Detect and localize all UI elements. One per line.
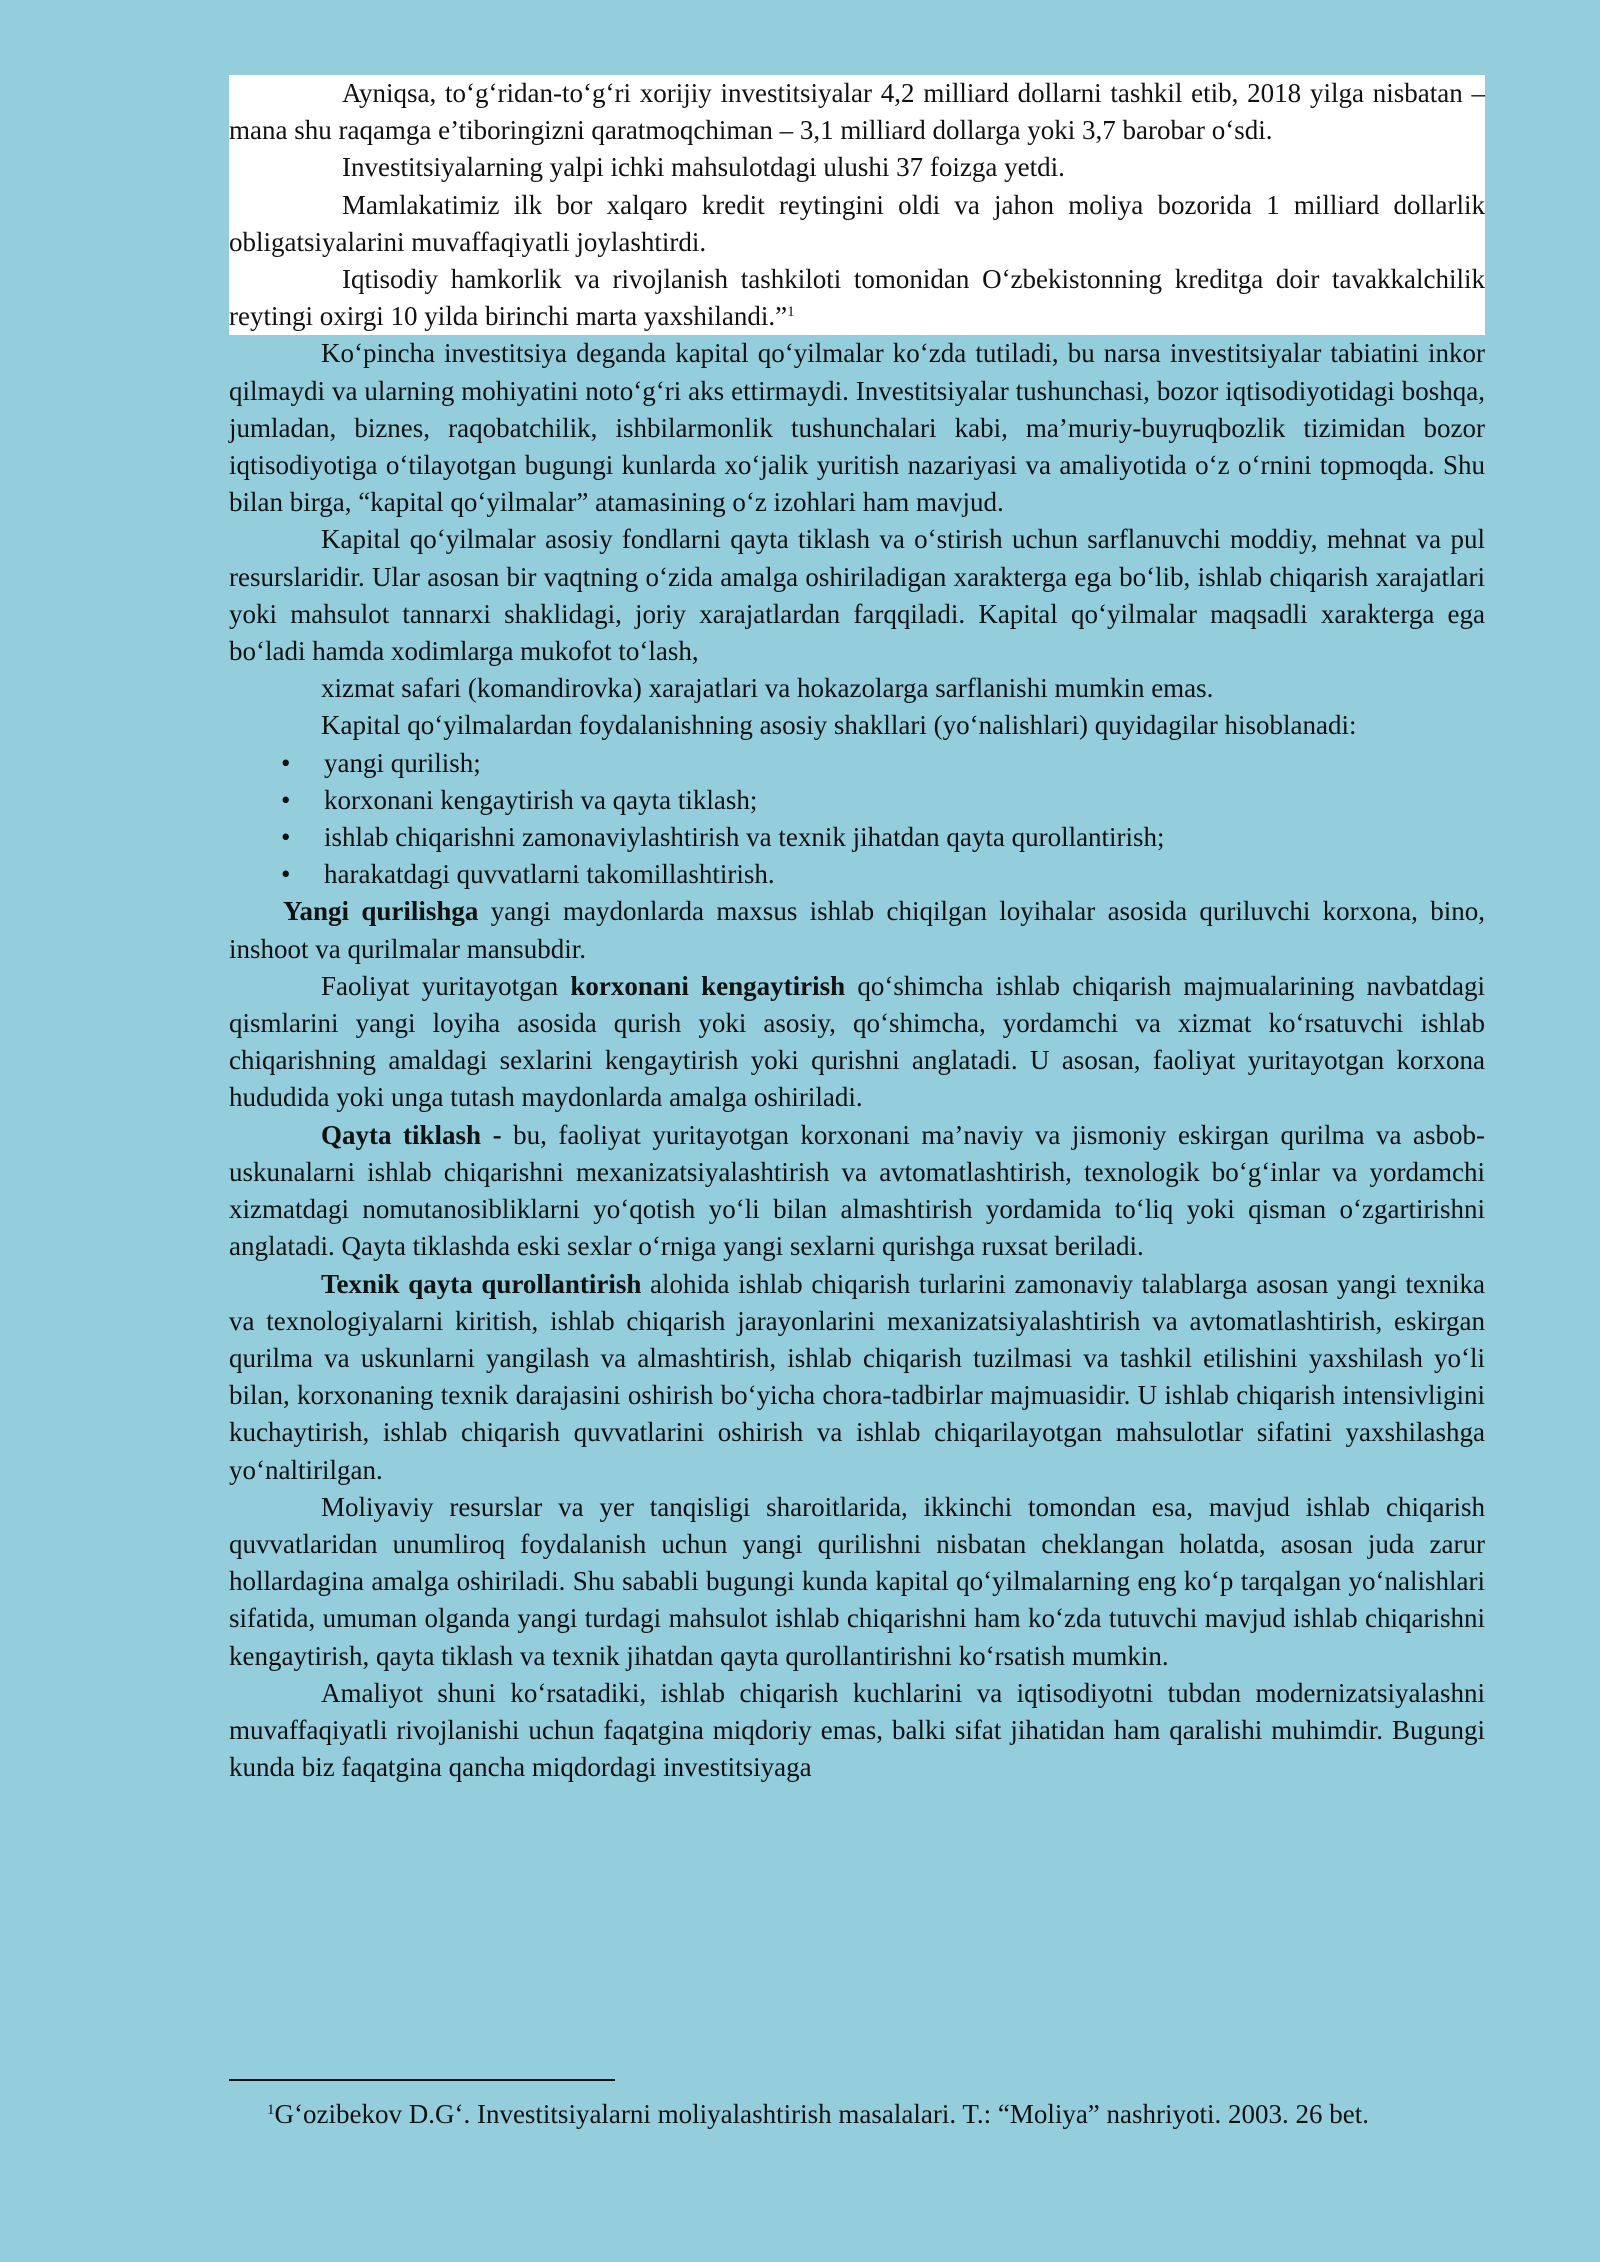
quote-paragraph-4 bbox=[229, 261, 1485, 335]
paragraph-investment-concept: Ko‘pincha investitsiya deganda kapital qo‘yilmalar ko‘zda tutiladi, bu narsa investitsiyalar tabiatini inkor qilmaydi va ularning mohiyatini noto‘g‘ri aks ettirmaydi. Investitsiyalar tushunchasi, bozor iqtisodiyotidagi boshqa, jumladan, biznes, raqobatchilik, ishbilarmonlik tushunchalari kabi, ma’muriy-buyruqbozlik tizimidan bozor iqtisodiyotiga o‘tilayotgan bugungi kunlarda xo‘jalik yuritish nazariyasi va amaliyotida o‘z o‘rnini topmoqda. Shu bilan birga, “kapital qo‘yilmalar” atamasining o‘z izohlari ham mavjud. bbox=[229, 338, 1485, 518]
list-item-text: yangi qurilish; bbox=[324, 747, 481, 778]
footnote-separator bbox=[229, 2079, 615, 2081]
paragraph-capital-investments: Kapital qo‘yilmalar asosiy fondlarni qayta tiklash va o‘stirish uchun sarflanuvchi moddiy, mehnat va pul resurslaridir. Ular asosan bir vaqtning o‘zida amalga oshiriladigan xarakterga ega bo‘lib, ishlab chiqarish xarajatlari yoki mahsulot tannarxi shaklidagi, joriy xarajatlardan farqqiladi. Kapital qo‘yilmalar maqsadli xarakterga ega bo‘ladi hamda xodimlarga mukofot to‘lash, bbox=[229, 524, 1485, 667]
paragraph-expansion bbox=[229, 968, 1485, 1117]
paragraph-technical-reequipment-text: alohida ishlab chiqarish turlarini zamonaviy talablarga asosan yangi texnika va texnologiyalarni kiritish, ishlab chiqarish jarayonlarini mexanizatsiyalashtirish va avtomatlashtirish, eskirgan qurilma va uskunlarni yangilash va almashtirish, ishlab chiqarish tuzilmasi va tashkil etilishini yaxshilash yo‘li bilan, korxonaning texnik darajasini oshirish bo‘yicha chora-tadbirlar majmuasidir. U ishlab chiqarish intensivligini kuchaytirish, ishlab chiqarish quvvatlarini oshirish va ishlab chiqarilayotgan mahsulotlar sifatini yaxshilashga yo‘naltirilgan. bbox=[229, 1268, 1485, 1485]
paragraph-technical-reequipment bbox=[229, 1266, 1485, 1489]
paragraph-capital-investments-continued: xizmat safari (komandirovka) xarajatlari va hokazolarga sarflanishi mumkin emas. bbox=[321, 673, 1214, 704]
list-item bbox=[229, 856, 1485, 893]
paragraph-practice: Amaliyot shuni ko‘rsatadiki, ishlab chiqarish kuchlarini va iqtisodiyotni tubdan modernizatsiyalashni muvaffaqiyatli rivojlanishi uchun faqatgina miqdoriy emas, balki sifat jihatidan ham qaralishi muhimdir. Bugungi kunda biz faqatgina qancha miqdordagi investitsiyaga bbox=[229, 1677, 1485, 1783]
list-item bbox=[229, 782, 1485, 819]
bullet-icon: • bbox=[281, 859, 291, 890]
footnote-text-block bbox=[229, 2096, 1485, 2138]
quote-paragraph-3: Mamlakatimiz ilk bor xalqaro kredit reytingini oldi va jahon moliya bozorida 1 milliard dollarlik obligatsiyalarini muvaffaqiyatli joylashtirdi. bbox=[229, 189, 1485, 257]
quote-paragraph-1: Ayniqsa, to‘g‘ridan-to‘g‘ri xorijiy investitsiyalar 4,2 milliard dollarni tashkil etib, 2018 yilga nisbatan – mana shu raqamga e’tiboringizni qaratmoqchiman – 3,1 milliard dollarga yoki 3,7 barobar o‘sdi. bbox=[229, 78, 1485, 146]
highlighted-quote bbox=[229, 75, 1485, 335]
term-expansion: korxonani kengaytirish bbox=[570, 970, 846, 1001]
quote-paragraph-2: Investitsiyalarning yalpi ichki mahsulotdagi ulushi 37 foizga yetdi. bbox=[342, 152, 1065, 183]
paragraph-financial-resources: Moliyaviy resurslar va yer tanqisligi sharoitlarida, ikkinchi tomondan esa, mavjud ishlab chiqarish quvvatlaridan unumliroq foydalanish uchun yangi qurilishni nisbatan cheklangan holatda, asosan juda zarur hollardagina amalga oshiriladi. Shu sababli bugungi kunda kapital qo‘yilmalarning eng ko‘p tarqalgan yo‘nalishlari sifatida, umuman olganda yangi turdagi mahsulot ishlab chiqarishni ham ko‘zda tutuvchi mavjud ishlab chiqarishni kengaytirish, qayta tiklash va texnik jihatdan qayta qurollantirishni ko‘rsatish mumkin. bbox=[229, 1491, 1485, 1671]
term-reconstruction: Qayta tiklash - bbox=[321, 1119, 514, 1150]
quote-paragraph-4-text: Iqtisodiy hamkorlik va rivojlanish tashkiloti tomonidan O‘zbekistonning kreditga doir tavakkalchilik reytingi oxirgi 10 yilda birinchi marta yaxshilandi.” bbox=[229, 264, 1485, 332]
paragraph-expansion-text: qo‘shimcha ishlab chiqarish majmualarining navbatdagi qismlarini yangi loyiha asosida qurish yoki asosiy, qo‘shimcha, yordamchi va xizmat ko‘rsatuvchi ishlab chiqarishning amaldagi sexlarini kengaytirish yoki qurishni anglatadi. U asosan, faoliyat yuritayotgan korxona hududida yoki unga tutash maydonlarda amalga oshiriladi. bbox=[229, 970, 1486, 1113]
paragraph-reconstruction bbox=[229, 1117, 1485, 1266]
list-item-text: ishlab chiqarishni zamonaviylashtirish va texnik jihatdan qayta qurollantirish; bbox=[324, 822, 1165, 853]
paragraph-new-construction bbox=[229, 893, 1485, 967]
bullet-icon: • bbox=[281, 747, 291, 778]
paragraph-reconstruction-text: bu, faoliyat yuritayotgan korxonani ma’naviy va jismoniy eskirgan qurilma va asbob-uskunalarni ishlab chiqarishni mexanizatsiyalashtirish va avtomatlashtirish, texnologik bo‘g‘inlar va yordamchi xizmatdagi nomutanosibliklarni yo‘qotish yo‘li bilan almashtirish yordamida to‘liq yoki qisman o‘zgartirishni anglatadi. Qayta tiklashda eski sexlar o‘rniga yangi sexlarni qurishga ruxsat beriladi. bbox=[229, 1119, 1485, 1262]
paragraph-new-construction-text: yangi maydonlarda maxsus ishlab chiqilgan loyihalar asosida quriluvchi korxona, bino, inshoot va qurilmalar mansubdir. bbox=[229, 896, 1485, 964]
paragraph-main-forms: Kapital qo‘yilmalardan foydalanishning asosiy shakllari (yo‘nalishlari) quyidagilar hisoblanadi: bbox=[321, 710, 1357, 741]
list-item-text: harakatdagi quvvatlarni takomillashtirish. bbox=[324, 859, 775, 890]
list-item bbox=[229, 819, 1485, 856]
term-technical-reequipment: Texnik qayta qurollantirish bbox=[321, 1268, 642, 1299]
footnote-text: G‘ozibekov D.G‘. Investitsiyalarni moliyalashtirish masalalari. T.: “Moliya” nashriyoti. 2003. 26 bet. bbox=[274, 2099, 1370, 2129]
bullet-icon: • bbox=[281, 822, 291, 853]
list-item-text: korxonani kengaytirish va qayta tiklash; bbox=[324, 784, 758, 815]
term-new-construction: Yangi qurilishga bbox=[283, 896, 479, 927]
footnote-number: 1 bbox=[267, 2102, 275, 2118]
footnote-reference[interactable]: 1 bbox=[787, 304, 795, 321]
main-text bbox=[229, 75, 1485, 1786]
footnote bbox=[229, 2096, 1485, 2138]
forms-list bbox=[229, 745, 1485, 894]
list-item bbox=[229, 745, 1485, 782]
bullet-icon: • bbox=[281, 784, 291, 815]
paragraph-expansion-start: Faoliyat yuritayotgan bbox=[321, 970, 571, 1001]
